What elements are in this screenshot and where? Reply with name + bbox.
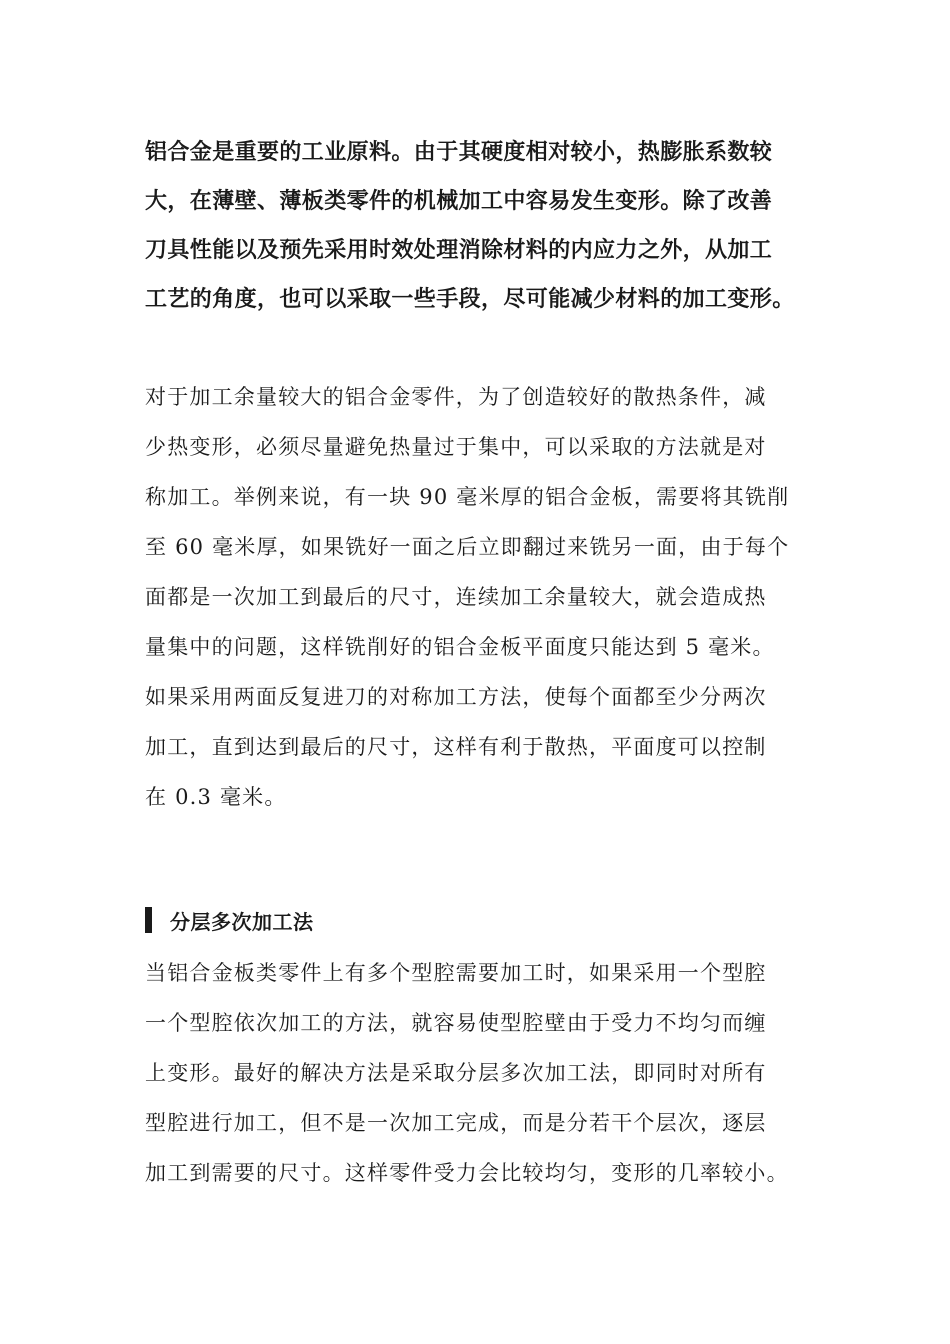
text-line: 如果采用两面反复进刀的对称加工方法，使每个面都至少分两次 [145, 685, 767, 709]
text-line: 对于加工余量较大的铝合金零件，为了创造较好的散热条件，减 [145, 385, 767, 409]
text-line: 少热变形，必须尽量避免热量过于集中，可以采取的方法就是对 [145, 435, 767, 459]
text-line: 工艺的角度，也可以采取一些手段，尽可能减少材料的加工变形。 [145, 287, 795, 312]
intro-paragraph [145, 128, 810, 324]
text-line: 面都是一次加工到最后的尺寸，连续加工余量较大，就会造成热 [145, 585, 767, 609]
symmetric-machining-paragraph [145, 372, 810, 822]
layered-machining-paragraph [145, 948, 810, 1198]
heading-marker [145, 907, 152, 933]
section-heading [145, 900, 314, 940]
section-heading-text: 分层多次加工法 [170, 909, 314, 934]
text-line: 当铝合金板类零件上有多个型腔需要加工时，如果采用一个型腔 [145, 961, 767, 985]
text-line: 至 60 毫米厚，如果铣好一面之后立即翻过来铣另一面，由于每个 [145, 535, 790, 559]
text-line: 大，在薄壁、薄板类零件的机械加工中容易发生变形。除了改善 [145, 189, 773, 214]
text-line: 加工到需要的尺寸。这样零件受力会比较均匀，变形的几率较小。 [145, 1161, 789, 1185]
text-line: 上变形。最好的解决方法是采取分层多次加工法，即同时对所有 [145, 1061, 767, 1085]
text-line: 型腔进行加工，但不是一次加工完成，而是分若干个层次，逐层 [145, 1111, 767, 1135]
text-line: 一个型腔依次加工的方法，就容易使型腔壁由于受力不均匀而缠 [145, 1011, 767, 1035]
text-line: 称加工。举例来说，有一块 90 毫米厚的铝合金板，需要将其铣削 [145, 485, 790, 509]
text-line: 在 0.3 毫米。 [145, 785, 287, 809]
text-line: 刀具性能以及预先采用时效处理消除材料的内应力之外，从加工 [145, 238, 773, 263]
text-line: 加工，直到达到最后的尺寸，这样有利于散热，平面度可以控制 [145, 735, 767, 759]
text-line: 铝合金是重要的工业原料。由于其硬度相对较小，热膨胀系数较 [145, 140, 773, 165]
text-line: 量集中的问题，这样铣削好的铝合金板平面度只能达到 5 毫米。 [145, 635, 775, 659]
